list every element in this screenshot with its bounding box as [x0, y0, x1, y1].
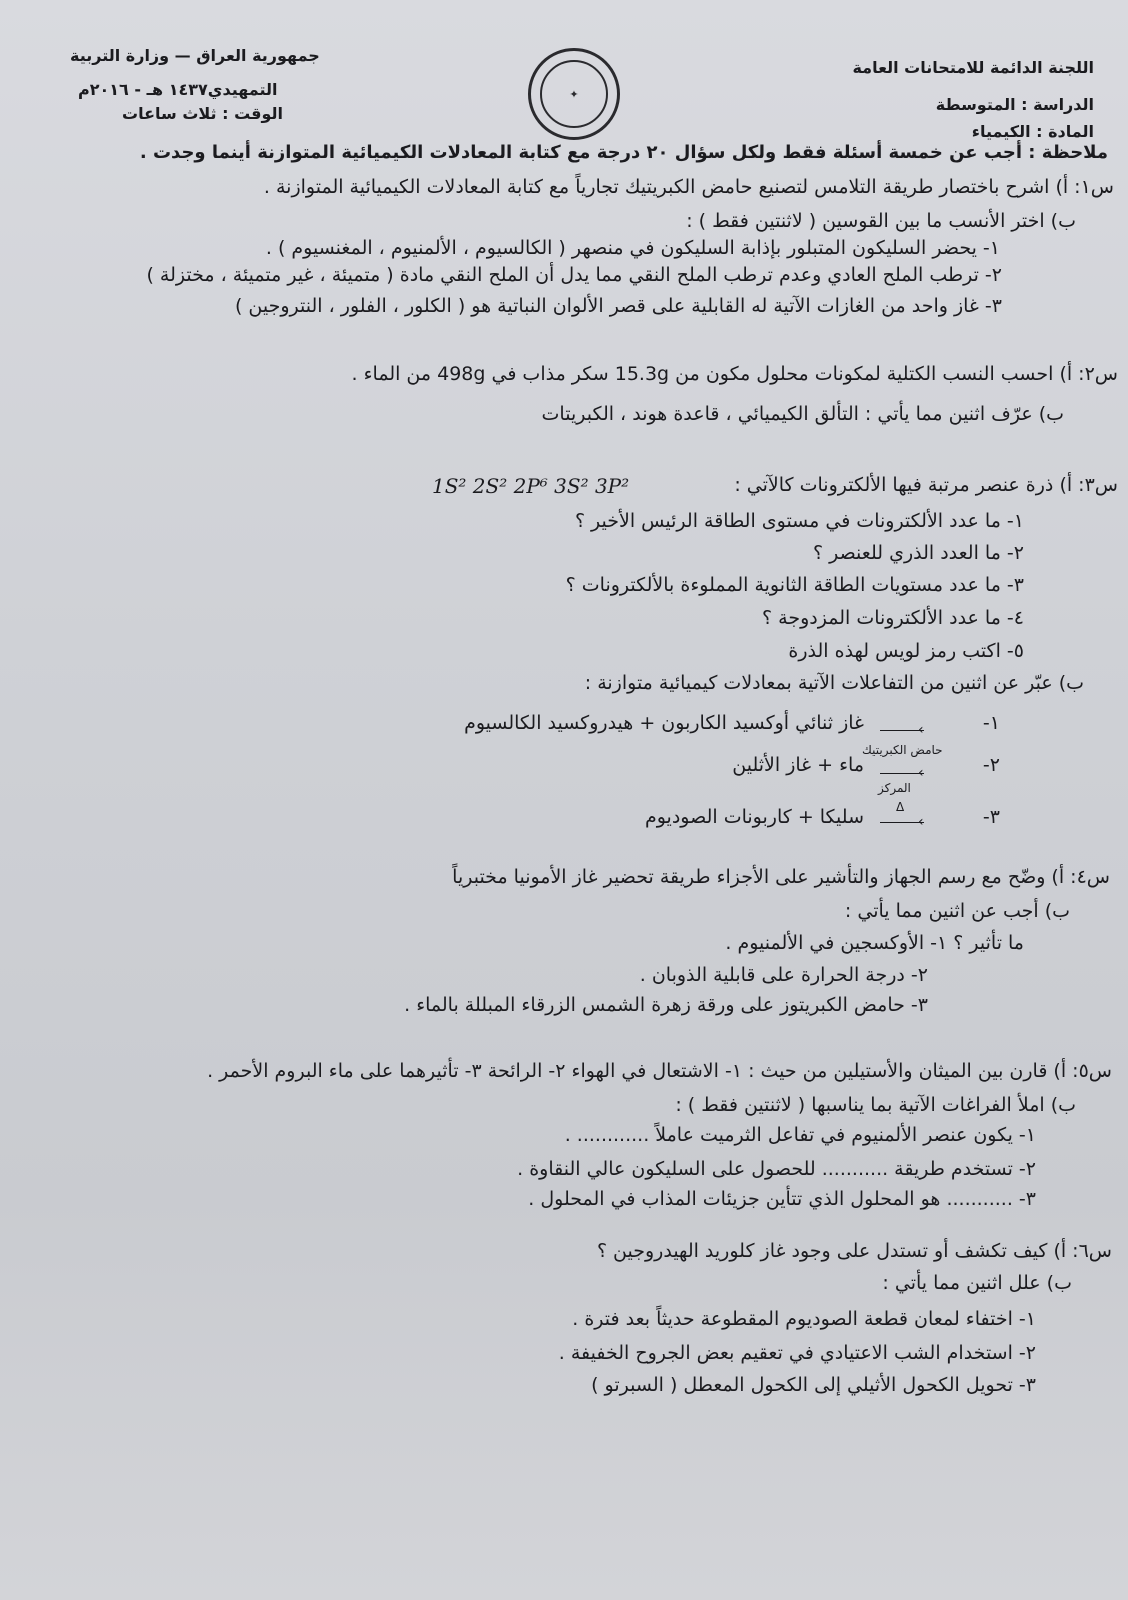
q6-b-item1: ١- اختفاء لمعان قطعة الصوديوم المقطوعة حديثاً بعد فترة . — [572, 1308, 1036, 1330]
q4-b-item3: ٣- حامض الكبريتوز على ورقة زهرة الشمس الزرقاء المبللة بالماء . — [404, 994, 928, 1016]
q4-b-item1: ما تأثير ؟ ١- الأوكسجين في الألمنيوم . — [725, 932, 1024, 954]
exam-time: الوقت : ثلاث ساعات — [122, 104, 284, 123]
electron-configuration: 1S² 2S² 2P⁶ 3S² 3P² — [432, 474, 630, 498]
q4-part-b: ب) أجب عن اثنين مما يأتي : — [844, 900, 1070, 922]
q6-part-a: س٦: أ) كيف تكشف أو تستدل على وجود غاز كلوريد الهيدروجين ؟ — [596, 1240, 1112, 1262]
arrowhead-icon: › — [918, 814, 924, 830]
q5-b-item3: ٣- ........... هو المحلول الذي تتأين جزيئات المذاب في المحلول . — [528, 1188, 1036, 1210]
reaction2-condition: المركز — [878, 781, 911, 795]
committee-name: اللجنة الدائمة للامتحانات العامة — [852, 58, 1094, 77]
q6-part-b: ب) علل اثنين مما يأتي : — [882, 1272, 1072, 1294]
q3-a-item4: ٤- ما عدد الألكترونات المزدوجة ؟ — [762, 607, 1024, 629]
reaction3-heat-symbol: Δ — [896, 800, 905, 814]
q3-a-item2: ٢- ما العدد الذري للعنصر ؟ — [812, 542, 1024, 564]
q1-b-item2: ٢- ترطب الملح العادي وعدم ترطب الملح النقي مما يدل أن الملح النقي مادة ( متميئة ، غير متميئة ، مختزلة ) — [146, 264, 1002, 286]
q6-b-item3: ٣- تحويل الكحول الأثيلي إلى الكحول المعطل ( السبرتو ) — [591, 1374, 1036, 1396]
q3-part-a: س٣: أ) ذرة عنصر مرتبة فيها الألكترونات كالآتي : — [734, 474, 1118, 496]
q1-part-a: س١: أ) اشرح باختصار طريقة التلامس لتصنيع حامض الكبريتيك تجارياً مع كتابة المعادلات الكيميائية المتوازنة . — [263, 176, 1114, 198]
reaction2-reactants: ماء + غاز الأثلين — [732, 754, 864, 776]
seal-emblem-icon: ✦ — [540, 60, 608, 128]
q2-part-b: ب) عرّف اثنين مما يأتي : التألق الكيميائي ، قاعدة هوند ، الكبريتات — [541, 403, 1064, 425]
q5-b-item2: ٢- تستخدم طريقة ........... للحصول على السليكون عالي النقاوة . — [517, 1158, 1036, 1180]
q3-a-item3: ٣- ما عدد مستويات الطاقة الثانوية المملوءة بالألكترونات ؟ — [565, 574, 1024, 596]
q5-part-a: س٥: أ) قارن بين الميثان والأستيلين من حيث : ١- الاشتعال في الهواء ٢- الرائحة ٣- تأثيرهما على ماء البروم الأحمر . — [207, 1060, 1112, 1082]
q6-b-item2: ٢- استخدام الشب الاعتيادي في تعقيم بعض الجروح الخفيفة . — [558, 1342, 1036, 1364]
exam-note: ملاحظة : أجب عن خمسة أسئلة فقط ولكل سؤال ٢٠ درجة مع كتابة المعادلات الكيميائية المتوازنة أينما وجدت . — [139, 142, 1108, 163]
exam-session: التمهيدي١٤٣٧ هـ - ٢٠١٦م — [78, 80, 278, 99]
arrowhead-icon: › — [918, 765, 924, 781]
reaction1-reactants: غاز ثنائي أوكسيد الكاربون + هيدروكسيد الكالسيوم — [464, 712, 864, 734]
q1-part-b: ب) اختر الأنسب ما بين القوسين ( لاثنتين فقط ) : — [686, 210, 1076, 232]
country-ministry: جمهورية العراق — وزارة التربية — [70, 46, 320, 65]
q4-part-a: س٤: أ) وضّح مع رسم الجهاز والتأشير على الأجزاء طريقة تحضير غاز الأمونيا مختبرياً — [452, 866, 1110, 888]
study-level: الدراسة : المتوسطة — [935, 95, 1094, 114]
q1-b-item3: ٣- غاز واحد من الغازات الآتية له القابلية على قصر الألوان النباتية هو ( الكلور ، الفلور ، النتروجين ) — [234, 295, 1002, 317]
reaction3-number: ٣- — [982, 806, 1000, 828]
arrowhead-icon: › — [918, 722, 924, 738]
q5-part-b: ب) املأ الفراغات الآتية بما يناسبها ( لاثنتين فقط ) : — [675, 1094, 1076, 1116]
reaction3-reactants: سليكا + كاربونات الصوديوم — [644, 806, 864, 828]
reaction2-number: ٢- — [982, 754, 1000, 776]
reaction1-number: ١- — [982, 712, 1000, 734]
q1-b-item1: ١- يحضر السليكون المتبلور بإذابة السليكون في منصهر ( الكالسيوم ، الألمنيوم ، المغنسيوم ) . — [265, 237, 1000, 259]
subject: المادة : الكيمياء — [971, 122, 1094, 141]
q3-a-item5: ٥- اكتب رمز لويس لهذه الذرة — [788, 640, 1024, 662]
ministry-seal-logo — [528, 48, 620, 140]
q3-a-item1: ١- ما عدد الألكترونات في مستوى الطاقة الرئيس الأخير ؟ — [574, 510, 1024, 532]
q5-b-item1: ١- يكون عنصر الألمنيوم في تفاعل الثرميت عاملاً ............ . — [564, 1124, 1036, 1146]
q4-b-item2: ٢- درجة الحرارة على قابلية الذوبان . — [639, 964, 928, 986]
q2-part-a: س٢: أ) احسب النسب الكتلية لمكونات محلول مكون من 15.3g سكر مذاب في 498g من الماء . — [351, 363, 1118, 385]
q3-part-b: ب) عبّر عن اثنين من التفاعلات الآتية بمعادلات كيميائية متوازنة : — [584, 672, 1084, 694]
reaction2-catalyst: حامض الكبريتيك — [862, 743, 943, 757]
